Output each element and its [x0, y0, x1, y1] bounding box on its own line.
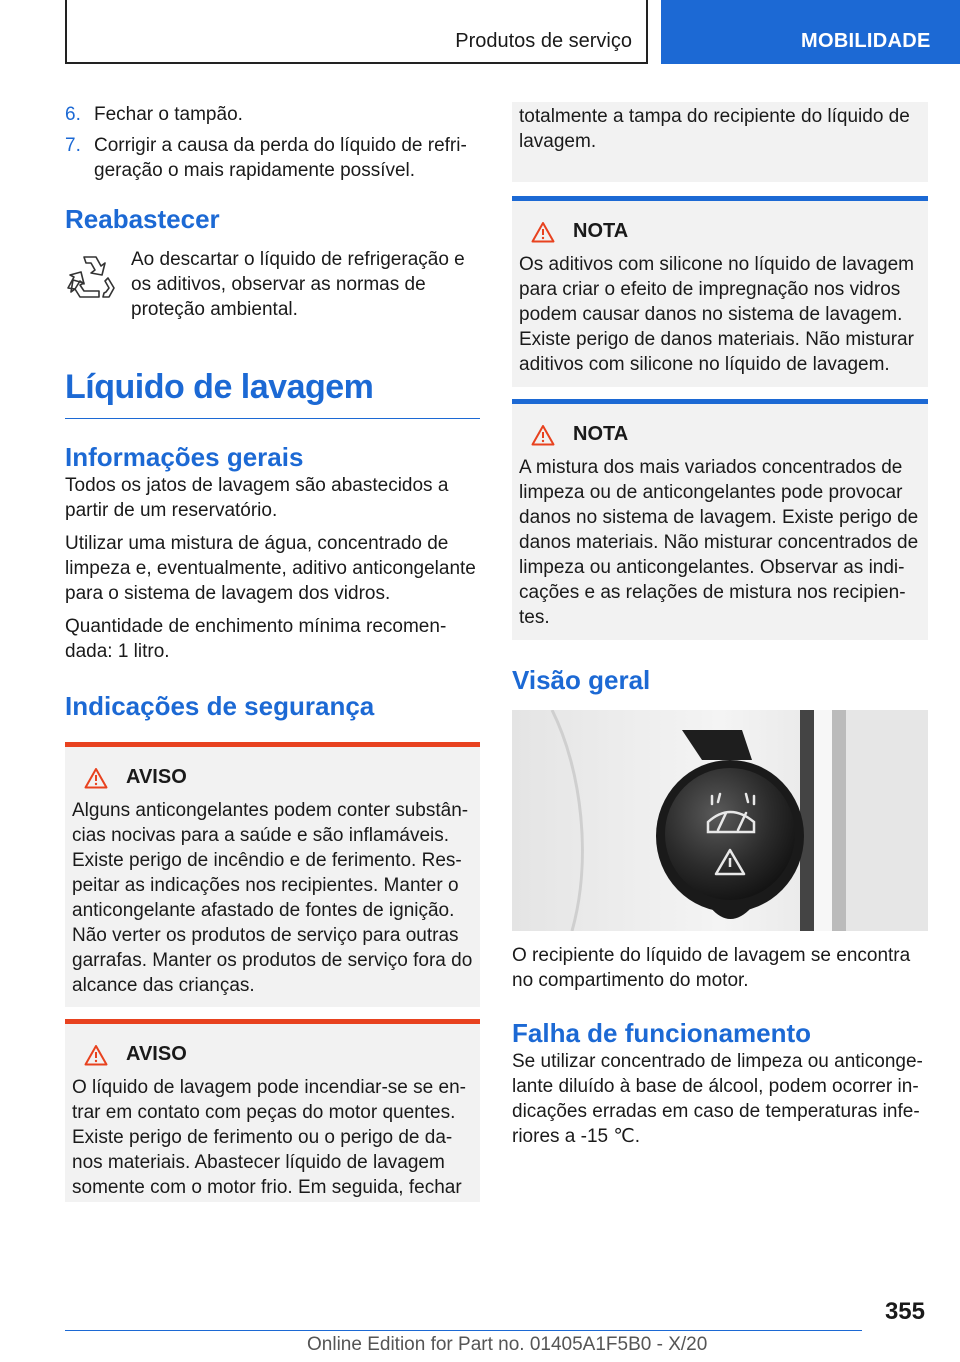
warning-label: AVISO — [126, 1043, 187, 1065]
step-text: Corrigir a causa da perda do líquido de refrigeração o mais rapidamente possível. — [94, 135, 467, 181]
header-chapter-tab — [661, 0, 960, 64]
footer-rule — [65, 1330, 862, 1331]
step-text: Fechar o tampão. — [94, 104, 243, 125]
warning-title — [84, 1042, 473, 1067]
right-column — [512, 102, 928, 1157]
step-item — [65, 102, 480, 127]
warning-text: Alguns anticongelantes podem conter substâncias nocivas para a saúde e são inflamáveis. Existe perigo de incêndio e de ferimento. Respeitar as indicações nos recipientes. Manter o anticongelante afastado de fontes de ignição. Não verter os produtos de serviço para outras garrafas. Manter os produtos de serviço fora do alcance das crianças. — [72, 800, 473, 996]
notice-title — [531, 219, 921, 244]
photo-caption: O recipiente do líquido de lavagem se encontra no compartimento do motor. — [512, 945, 911, 991]
notice-box — [512, 196, 928, 387]
step-item — [65, 133, 480, 183]
refill-text: Ao descartar o líquido de refrigeração e os aditivos, observar as normas de proteção ambiental. — [131, 249, 465, 320]
main-heading: Líquido de lavagem — [65, 368, 374, 406]
header-section-tab — [65, 0, 648, 64]
warning-triangle-icon — [531, 424, 555, 446]
notice-label: NOTA — [573, 220, 629, 242]
notice-text: Os aditivos com silicone no líquido de lavagem para criar o efeito de impregnação nos vidros podem causar danos no sistema de lavagem. Existe perigo de danos materiais. Não misturar aditivos com silicone no líquido de lavagem. — [519, 254, 914, 375]
notice-box — [512, 399, 928, 640]
warning-box-continued — [512, 102, 928, 182]
notice-label: NOTA — [573, 423, 629, 445]
step-number: 7. — [65, 135, 81, 156]
footer-edition: Online Edition for Part no. 01405A1F5B0 - X/20 — [307, 1334, 708, 1355]
safety-heading: Indicações de segurança — [65, 691, 375, 721]
recycle-note — [65, 247, 480, 322]
step-number: 6. — [65, 104, 81, 125]
washer-fluid-cap-photo — [512, 710, 928, 931]
left-column — [65, 102, 480, 1202]
warning-text-continued: totalmente a tampa do recipiente do líquido de lavagem. — [519, 106, 910, 152]
recycle-icon — [65, 251, 115, 301]
header-chapter-title: MOBILIDADE — [801, 30, 931, 52]
refill-heading: Reabastecer — [65, 204, 220, 234]
warning-label: AVISO — [126, 766, 187, 788]
general-paragraph-2: Utilizar uma mistura de água, concentrado de limpeza e, eventualmente, aditivo anticongelante para o sistema de lavagem dos vidros. — [65, 533, 476, 604]
malfunction-text: Se utilizar concentrado de limpeza ou anticongelante diluído à base de álcool, podem ocorrer indicações erradas em caso de temperaturas inferiores a -15 ℃. — [512, 1051, 923, 1147]
notice-text: A mistura dos mais variados concentrados de limpeza ou de anticongelantes pode provocar danos no sistema de lavagem. Existe perigo de danos materiais. Não misturar concentrados de limpeza ou anticongelantes. Observar as indicações e as relações de mistura nos recipientes. — [519, 457, 919, 628]
general-paragraph-1: Todos os jatos de lavagem são abastecidos a partir de um reservatório. — [65, 475, 449, 521]
warning-text: O líquido de lavagem pode incendiar-se se entrar em contato com peças do motor quentes. Existe perigo de ferimento ou o perigo de danos materiais. Abastecer líquido de lavagem somente com o motor frio. Em seguida, fechar — [72, 1077, 466, 1198]
warning-box — [65, 742, 480, 1007]
heading-rule — [65, 418, 480, 419]
warning-triangle-icon — [84, 767, 108, 789]
overview-heading: Visão geral — [512, 665, 651, 695]
notice-title — [531, 422, 921, 447]
general-paragraph-3: Quantidade de enchimento mínima recomendada: 1 litro. — [65, 616, 447, 662]
page-number: 355 — [884, 1298, 925, 1325]
general-info-heading: Informações gerais — [65, 442, 304, 472]
warning-box — [65, 1019, 480, 1202]
warning-triangle-icon — [84, 1044, 108, 1066]
warning-title — [84, 765, 473, 790]
warning-triangle-icon — [531, 221, 555, 243]
step-list — [65, 102, 480, 183]
malfunction-heading: Falha de funcionamento — [512, 1018, 812, 1048]
header-section-title: Produtos de serviço — [455, 30, 632, 52]
